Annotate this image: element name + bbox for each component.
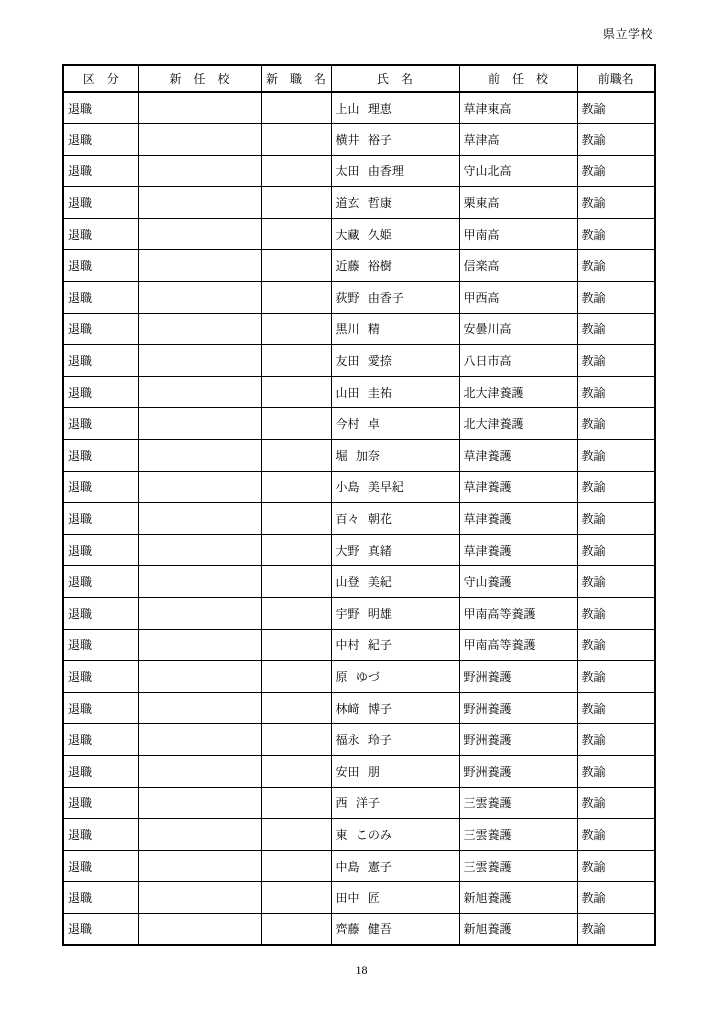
cell-zen-ninko: 野洲養護 (459, 755, 577, 787)
cell-shin-ninko (138, 598, 261, 630)
cell-kubun: 退職 (63, 440, 138, 472)
cell-zen-ninko: 草津東高 (459, 92, 577, 124)
table-row (63, 755, 655, 787)
cell-shin-ninko (138, 440, 261, 472)
cell-shimei: 安田 朋 (331, 755, 459, 787)
cell-shin-ninko (138, 282, 261, 314)
table-row (63, 313, 655, 345)
cell-kubun: 退職 (63, 661, 138, 693)
cell-shin-ninko (138, 787, 261, 819)
table-row (63, 408, 655, 440)
cell-zen-shokumei: 教諭 (577, 755, 655, 787)
cell-shin-shokumei (261, 124, 331, 156)
cell-zen-shokumei: 教諭 (577, 313, 655, 345)
cell-zen-shokumei: 教諭 (577, 724, 655, 756)
header-shin-shokumei: 新 職 名 (261, 65, 331, 92)
cell-shin-ninko (138, 187, 261, 219)
cell-shimei: 原 ゆづ (331, 661, 459, 693)
cell-shimei: 上山 理恵 (331, 92, 459, 124)
cell-shimei: 大野 真緒 (331, 534, 459, 566)
cell-shin-ninko (138, 503, 261, 535)
cell-shin-shokumei (261, 503, 331, 535)
cell-zen-shokumei: 教諭 (577, 471, 655, 503)
cell-shimei: 友田 愛捺 (331, 345, 459, 377)
cell-shimei: 中島 憲子 (331, 850, 459, 882)
cell-zen-ninko: 甲南高等養護 (459, 598, 577, 630)
page-number: 18 (355, 963, 368, 977)
cell-shin-shokumei (261, 566, 331, 598)
cell-shin-ninko (138, 629, 261, 661)
cell-zen-ninko: 栗東高 (459, 187, 577, 219)
cell-zen-ninko: 三雲養護 (459, 850, 577, 882)
cell-shin-shokumei (261, 345, 331, 377)
table-row (63, 282, 655, 314)
cell-shin-shokumei (261, 534, 331, 566)
table-row (63, 187, 655, 219)
cell-shin-shokumei (261, 692, 331, 724)
cell-kubun: 退職 (63, 534, 138, 566)
table-row (63, 882, 655, 914)
cell-kubun: 退職 (63, 471, 138, 503)
cell-zen-ninko: 北大津養護 (459, 376, 577, 408)
cell-zen-ninko: 八日市高 (459, 345, 577, 377)
cell-kubun: 退職 (63, 282, 138, 314)
cell-shimei: 太田 由香理 (331, 155, 459, 187)
cell-shimei: 西 洋子 (331, 787, 459, 819)
cell-zen-ninko: 守山養護 (459, 566, 577, 598)
cell-zen-shokumei: 教諭 (577, 408, 655, 440)
table-header-row (63, 65, 655, 92)
cell-zen-shokumei: 教諭 (577, 282, 655, 314)
cell-shin-ninko (138, 724, 261, 756)
cell-zen-ninko: 野洲養護 (459, 724, 577, 756)
cell-shin-ninko (138, 250, 261, 282)
cell-zen-ninko: 信楽高 (459, 250, 577, 282)
cell-shin-ninko (138, 850, 261, 882)
cell-shin-ninko (138, 534, 261, 566)
cell-kubun: 退職 (63, 92, 138, 124)
cell-shin-shokumei (261, 755, 331, 787)
cell-kubun: 退職 (63, 566, 138, 598)
cell-zen-shokumei: 教諭 (577, 534, 655, 566)
cell-shimei: 齊藤 健吾 (331, 913, 459, 945)
cell-zen-ninko: 野洲養護 (459, 692, 577, 724)
cell-shin-shokumei (261, 598, 331, 630)
cell-shin-ninko (138, 155, 261, 187)
cell-shimei: 横井 裕子 (331, 124, 459, 156)
cell-zen-ninko: 草津養護 (459, 471, 577, 503)
table-row (63, 566, 655, 598)
cell-zen-ninko: 野洲養護 (459, 661, 577, 693)
table-row (63, 692, 655, 724)
cell-shimei: 道玄 哲康 (331, 187, 459, 219)
cell-zen-shokumei: 教諭 (577, 376, 655, 408)
cell-kubun: 退職 (63, 376, 138, 408)
cell-kubun: 退職 (63, 124, 138, 156)
table-row (63, 345, 655, 377)
cell-zen-ninko: 北大津養護 (459, 408, 577, 440)
cell-shin-shokumei (261, 724, 331, 756)
cell-shimei: 今村 卓 (331, 408, 459, 440)
cell-shin-shokumei (261, 440, 331, 472)
cell-kubun: 退職 (63, 503, 138, 535)
cell-zen-ninko: 新旭養護 (459, 882, 577, 914)
cell-zen-ninko: 草津養護 (459, 503, 577, 535)
cell-shin-ninko (138, 692, 261, 724)
cell-shin-shokumei (261, 661, 331, 693)
cell-zen-ninko: 三雲養護 (459, 787, 577, 819)
cell-kubun: 退職 (63, 187, 138, 219)
header-zen-shokumei: 前職名 (577, 65, 655, 92)
cell-shin-shokumei (261, 787, 331, 819)
cell-shin-ninko (138, 313, 261, 345)
cell-zen-ninko: 甲西高 (459, 282, 577, 314)
cell-shin-ninko (138, 376, 261, 408)
cell-shimei: 大藏 久姫 (331, 218, 459, 250)
table-row (63, 440, 655, 472)
cell-zen-ninko: 新旭養護 (459, 913, 577, 945)
cell-kubun: 退職 (63, 408, 138, 440)
cell-zen-ninko: 守山北高 (459, 155, 577, 187)
cell-shin-shokumei (261, 471, 331, 503)
table-row (63, 155, 655, 187)
cell-shin-ninko (138, 566, 261, 598)
corner-label: 県立学校 (602, 27, 653, 41)
cell-kubun: 退職 (63, 313, 138, 345)
header-kubun: 区 分 (63, 65, 138, 92)
header-shimei: 氏 名 (331, 65, 459, 92)
table-row (63, 724, 655, 756)
cell-kubun: 退職 (63, 850, 138, 882)
cell-shin-shokumei (261, 629, 331, 661)
table-row (63, 218, 655, 250)
cell-shin-shokumei (261, 913, 331, 945)
cell-shin-ninko (138, 661, 261, 693)
cell-zen-shokumei: 教諭 (577, 503, 655, 535)
cell-shimei: 宇野 明雄 (331, 598, 459, 630)
cell-shin-shokumei (261, 313, 331, 345)
table-row (63, 503, 655, 535)
cell-shin-shokumei (261, 819, 331, 851)
cell-shin-ninko (138, 913, 261, 945)
cell-shin-shokumei (261, 187, 331, 219)
cell-kubun: 退職 (63, 629, 138, 661)
cell-shin-shokumei (261, 376, 331, 408)
table-row (63, 913, 655, 945)
cell-shin-shokumei (261, 155, 331, 187)
cell-shimei: 山登 美紀 (331, 566, 459, 598)
table-row (63, 124, 655, 156)
cell-zen-shokumei: 教諭 (577, 92, 655, 124)
header-zen-ninko: 前 任 校 (459, 65, 577, 92)
header-shin-ninko: 新 任 校 (138, 65, 261, 92)
table-row (63, 534, 655, 566)
table-body (63, 92, 655, 945)
cell-shin-shokumei (261, 408, 331, 440)
cell-zen-shokumei: 教諭 (577, 598, 655, 630)
table-header (63, 65, 655, 92)
cell-shimei: 林﨑 博子 (331, 692, 459, 724)
cell-zen-shokumei: 教諭 (577, 882, 655, 914)
cell-kubun: 退職 (63, 755, 138, 787)
cell-zen-shokumei: 教諭 (577, 819, 655, 851)
cell-shimei: 近藤 裕樹 (331, 250, 459, 282)
table-row (63, 787, 655, 819)
cell-kubun: 退職 (63, 882, 138, 914)
cell-zen-shokumei: 教諭 (577, 661, 655, 693)
cell-shimei: 百々 朝花 (331, 503, 459, 535)
cell-shimei: 堀 加奈 (331, 440, 459, 472)
cell-shin-shokumei (261, 282, 331, 314)
cell-shin-ninko (138, 345, 261, 377)
cell-shimei: 山田 圭祐 (331, 376, 459, 408)
cell-shimei: 中村 紀子 (331, 629, 459, 661)
cell-zen-shokumei: 教諭 (577, 250, 655, 282)
cell-kubun: 退職 (63, 724, 138, 756)
cell-zen-ninko: 甲南高等養護 (459, 629, 577, 661)
cell-shimei: 荻野 由香子 (331, 282, 459, 314)
cell-zen-shokumei: 教諭 (577, 155, 655, 187)
cell-zen-ninko: 草津高 (459, 124, 577, 156)
cell-kubun: 退職 (63, 819, 138, 851)
cell-zen-shokumei: 教諭 (577, 629, 655, 661)
cell-zen-ninko: 草津養護 (459, 440, 577, 472)
cell-kubun: 退職 (63, 787, 138, 819)
table-row (63, 850, 655, 882)
cell-shin-ninko (138, 755, 261, 787)
cell-shin-shokumei (261, 882, 331, 914)
cell-shimei: 福永 玲子 (331, 724, 459, 756)
table-row (63, 598, 655, 630)
cell-zen-shokumei: 教諭 (577, 566, 655, 598)
cell-zen-shokumei: 教諭 (577, 913, 655, 945)
cell-zen-shokumei: 教諭 (577, 218, 655, 250)
cell-shin-shokumei (261, 218, 331, 250)
cell-zen-shokumei: 教諭 (577, 692, 655, 724)
cell-zen-shokumei: 教諭 (577, 850, 655, 882)
table-row (63, 661, 655, 693)
cell-kubun: 退職 (63, 598, 138, 630)
cell-zen-ninko: 安曇川高 (459, 313, 577, 345)
cell-shin-shokumei (261, 850, 331, 882)
table-row (63, 250, 655, 282)
cell-shin-ninko (138, 471, 261, 503)
cell-kubun: 退職 (63, 913, 138, 945)
cell-zen-shokumei: 教諭 (577, 124, 655, 156)
cell-shin-ninko (138, 92, 261, 124)
cell-zen-ninko: 三雲養護 (459, 819, 577, 851)
cell-shin-ninko (138, 819, 261, 851)
cell-zen-shokumei: 教諭 (577, 187, 655, 219)
cell-zen-shokumei: 教諭 (577, 787, 655, 819)
cell-zen-shokumei: 教諭 (577, 345, 655, 377)
cell-shin-ninko (138, 882, 261, 914)
cell-kubun: 退職 (63, 692, 138, 724)
cell-shimei: 東 このみ (331, 819, 459, 851)
cell-shimei: 田中 匠 (331, 882, 459, 914)
cell-kubun: 退職 (63, 218, 138, 250)
cell-shin-ninko (138, 124, 261, 156)
table-row (63, 471, 655, 503)
cell-zen-shokumei: 教諭 (577, 440, 655, 472)
cell-shimei: 黒川 精 (331, 313, 459, 345)
cell-shin-ninko (138, 408, 261, 440)
cell-shimei: 小島 美早紀 (331, 471, 459, 503)
cell-kubun: 退職 (63, 250, 138, 282)
cell-kubun: 退職 (63, 345, 138, 377)
cell-shin-shokumei (261, 92, 331, 124)
table-row (63, 92, 655, 124)
cell-kubun: 退職 (63, 155, 138, 187)
table-row (63, 819, 655, 851)
table-row (63, 376, 655, 408)
cell-shin-ninko (138, 218, 261, 250)
personnel-transfer-table (62, 64, 656, 946)
table-row (63, 629, 655, 661)
cell-shin-shokumei (261, 250, 331, 282)
cell-zen-ninko: 甲南高 (459, 218, 577, 250)
cell-zen-ninko: 草津養護 (459, 534, 577, 566)
